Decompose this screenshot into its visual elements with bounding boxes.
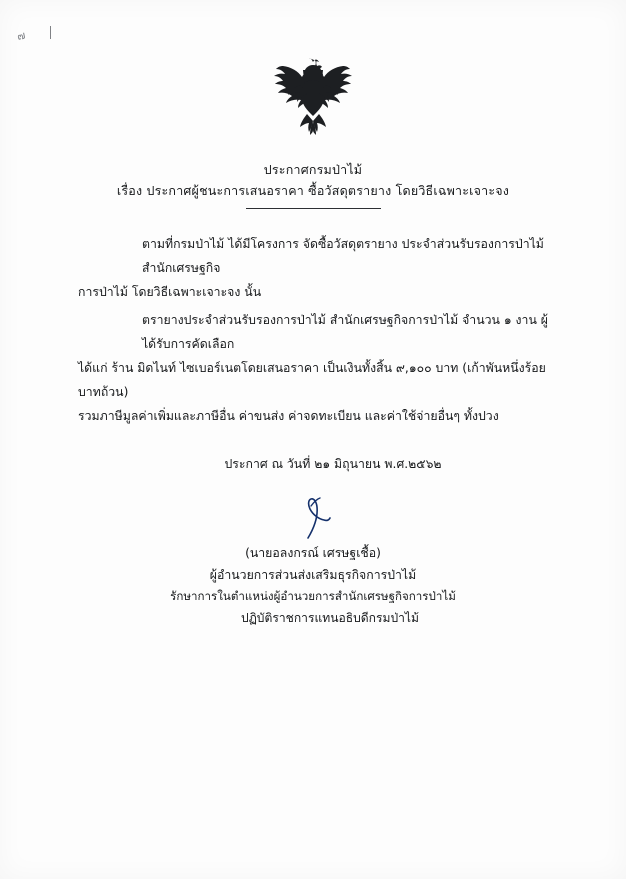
- paragraph-2-line-2: ได้แก่ ร้าน มิดไนท์ ไซเบอร์เนตโดยเสนอราคา เป็นเงินทั้งสิ้น ๙,๑๐๐ บาท (เก้าพันหนึ่งร้อยบาทถ้วน): [78, 360, 546, 399]
- document-body: [78, 160, 548, 628]
- garuda-emblem: [0, 52, 626, 138]
- paragraph-1-line-2: การป่าไม้ โดยวิธีเฉพาะเจาะจง นั้น: [78, 284, 262, 299]
- document-header: [78, 160, 548, 209]
- paragraph-1: [78, 233, 548, 305]
- signatory-role-3: ปฏิบัติราชการแทนอธิบดีกรมป่าไม้: [241, 610, 419, 625]
- announcement-subject: เรื่อง ประกาศผู้ชนะการเสนอราคา ซื้อวัสดุตรายาง โดยวิธีเฉพาะเจาะจง: [116, 183, 510, 199]
- document-paragraphs: [78, 233, 548, 429]
- paragraph-1-line-1: ตามที่กรมป่าไม้ ได้มีโครงการ จัดซื้อวัสดุตรายาง ประจำส่วนรับรองการป่าไม้ สำนักเศรษฐกิจ: [142, 236, 544, 275]
- signatory-role-2: รักษาการในตำแหน่งผู้อำนวยการสำนักเศรษฐกิจการป่าไม้: [170, 588, 456, 603]
- paragraph-2-line-1: ตรายางประจำส่วนรับรองการป่าไม้ สำนักเศรษฐกิจการป่าไม้ จำนวน ๑ งาน ผู้ได้รับการคัดเลือก: [142, 312, 548, 351]
- corner-handwritten-note: ๗: [15, 28, 27, 44]
- header-divider: [246, 208, 381, 209]
- handwritten-signature: [78, 496, 548, 540]
- signatory-name: (นายอลงกรณ์ เศรษฐเชื้อ): [245, 545, 381, 560]
- paragraph-2-line-3: รวมภาษีมูลค่าเพิ่มและภาษีอื่น ค่าขนส่ง ค่าจดทะเบียน และค่าใช้จ่ายอื่นๆ ทั้งปวง: [78, 408, 499, 423]
- corner-tick-mark: [50, 26, 51, 39]
- announcement-date: ประกาศ ณ วันที่ ๒๑ มิถุนายน พ.ศ.๒๕๖๒: [224, 456, 442, 471]
- announcement-authority: ประกาศกรมป่าไม้: [263, 162, 363, 177]
- signature-block: [78, 496, 548, 628]
- paragraph-2: [78, 309, 548, 429]
- signatory-role-1: ผู้อำนวยการส่วนส่งเสริมธุรกิจการป่าไม้: [209, 567, 417, 582]
